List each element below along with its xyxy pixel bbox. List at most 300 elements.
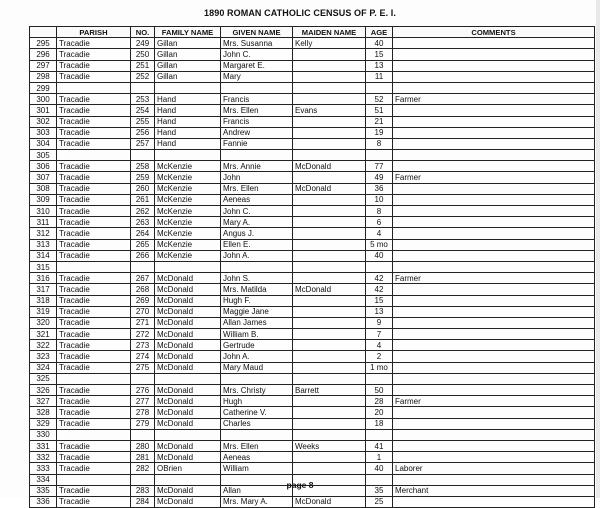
number-cell: 283 bbox=[131, 485, 155, 496]
table-row bbox=[30, 407, 595, 418]
row-number: 335 bbox=[30, 485, 57, 496]
table-row bbox=[30, 440, 595, 451]
age-cell: 8 bbox=[366, 138, 393, 149]
number-cell: 252 bbox=[131, 71, 155, 82]
row-number: 323 bbox=[30, 351, 57, 362]
table-row bbox=[30, 94, 595, 105]
table-row bbox=[30, 71, 595, 82]
given-name-cell: Catherine V. bbox=[221, 407, 293, 418]
family-name-cell: McKenzie bbox=[155, 206, 221, 217]
given-name-cell: Mrs. Ellen bbox=[221, 183, 293, 194]
maiden-name-cell bbox=[293, 138, 366, 149]
family-name-cell: McDonald bbox=[155, 385, 221, 396]
parish-cell: Tracadie bbox=[57, 228, 131, 239]
row-number: 333 bbox=[30, 463, 57, 474]
number-cell: 265 bbox=[131, 239, 155, 250]
row-number: 296 bbox=[30, 49, 57, 60]
row-number: 332 bbox=[30, 452, 57, 463]
table-row bbox=[30, 418, 595, 429]
maiden-name-cell bbox=[293, 261, 366, 272]
maiden-name-cell bbox=[293, 351, 366, 362]
comments-cell bbox=[393, 49, 595, 60]
maiden-name-cell bbox=[293, 127, 366, 138]
given-name-cell: Hugh F. bbox=[221, 295, 293, 306]
given-name-cell: Mrs. Matilda bbox=[221, 284, 293, 295]
parish-cell: Tracadie bbox=[57, 351, 131, 362]
age-cell: 42 bbox=[366, 284, 393, 295]
comments-cell bbox=[393, 217, 595, 228]
number-cell: 267 bbox=[131, 273, 155, 284]
table-row bbox=[30, 496, 595, 507]
given-name-cell: William B. bbox=[221, 329, 293, 340]
number-cell bbox=[131, 82, 155, 93]
row-number: 306 bbox=[30, 161, 57, 172]
parish-cell: Tracadie bbox=[57, 239, 131, 250]
family-name-cell: Gillan bbox=[155, 49, 221, 60]
parish-cell: Tracadie bbox=[57, 295, 131, 306]
maiden-name-cell bbox=[293, 94, 366, 105]
number-cell: 258 bbox=[131, 161, 155, 172]
table-row bbox=[30, 250, 595, 261]
parish-cell: Tracadie bbox=[57, 385, 131, 396]
age-cell: 11 bbox=[366, 71, 393, 82]
table-row bbox=[30, 362, 595, 373]
parish-cell: Tracadie bbox=[57, 306, 131, 317]
given-name-cell: Mrs. Ellen bbox=[221, 440, 293, 451]
number-cell: 271 bbox=[131, 317, 155, 328]
comments-cell bbox=[393, 60, 595, 71]
column-header-row-number bbox=[30, 27, 57, 38]
table-row bbox=[30, 116, 595, 127]
page-title: 1890 ROMAN CATHOLIC CENSUS OF P. E. I. bbox=[204, 8, 396, 18]
parish-cell: Tracadie bbox=[57, 362, 131, 373]
table-row bbox=[30, 105, 595, 116]
age-cell: 8 bbox=[366, 206, 393, 217]
number-cell bbox=[131, 261, 155, 272]
comments-cell: Farmer bbox=[393, 273, 595, 284]
maiden-name-cell bbox=[293, 306, 366, 317]
family-name-cell: McKenzie bbox=[155, 217, 221, 228]
given-name-cell: Mary Maud bbox=[221, 362, 293, 373]
table-row bbox=[30, 60, 595, 71]
comments-cell bbox=[393, 239, 595, 250]
page-number: page 8 bbox=[286, 480, 314, 490]
comments-cell bbox=[393, 340, 595, 351]
maiden-name-cell bbox=[293, 463, 366, 474]
family-name-cell: McDonald bbox=[155, 407, 221, 418]
given-name-cell bbox=[221, 82, 293, 93]
row-number: 302 bbox=[30, 116, 57, 127]
row-number: 301 bbox=[30, 105, 57, 116]
maiden-name-cell: Weeks bbox=[293, 440, 366, 451]
table-row bbox=[30, 38, 595, 49]
number-cell: 279 bbox=[131, 418, 155, 429]
given-name-cell: Fannie bbox=[221, 138, 293, 149]
row-number: 316 bbox=[30, 273, 57, 284]
family-name-cell: McDonald bbox=[155, 440, 221, 451]
comments-cell: Farmer bbox=[393, 172, 595, 183]
given-name-cell: Mary A. bbox=[221, 217, 293, 228]
number-cell: 253 bbox=[131, 94, 155, 105]
table-row bbox=[30, 329, 595, 340]
family-name-cell: McKenzie bbox=[155, 161, 221, 172]
comments-cell bbox=[393, 150, 595, 161]
row-number: 313 bbox=[30, 239, 57, 250]
table-row bbox=[30, 228, 595, 239]
age-cell: 40 bbox=[366, 250, 393, 261]
column-header-comments: COMMENTS bbox=[393, 27, 595, 38]
maiden-name-cell bbox=[293, 452, 366, 463]
table-row bbox=[30, 138, 595, 149]
row-number: 314 bbox=[30, 250, 57, 261]
family-name-cell: McKenzie bbox=[155, 194, 221, 205]
family-name-cell: McDonald bbox=[155, 317, 221, 328]
comments-cell bbox=[393, 496, 595, 507]
comments-cell bbox=[393, 261, 595, 272]
given-name-cell bbox=[221, 373, 293, 384]
parish-cell: Tracadie bbox=[57, 496, 131, 507]
parish-cell: Tracadie bbox=[57, 183, 131, 194]
comments-cell bbox=[393, 452, 595, 463]
parish-cell: Tracadie bbox=[57, 138, 131, 149]
given-name-cell: Aeneas bbox=[221, 452, 293, 463]
parish-cell: Tracadie bbox=[57, 161, 131, 172]
census-table bbox=[29, 26, 595, 508]
row-number: 325 bbox=[30, 373, 57, 384]
table-row bbox=[30, 284, 595, 295]
parish-cell: Tracadie bbox=[57, 60, 131, 71]
table-row bbox=[30, 217, 595, 228]
family-name-cell: McDonald bbox=[155, 295, 221, 306]
parish-cell: Tracadie bbox=[57, 418, 131, 429]
age-cell: 77 bbox=[366, 161, 393, 172]
number-cell: 276 bbox=[131, 385, 155, 396]
age-cell: 42 bbox=[366, 273, 393, 284]
number-cell: 272 bbox=[131, 329, 155, 340]
given-name-cell: Gertrude bbox=[221, 340, 293, 351]
family-name-cell: McDonald bbox=[155, 273, 221, 284]
given-name-cell: Angus J. bbox=[221, 228, 293, 239]
number-cell bbox=[131, 429, 155, 440]
given-name-cell: Mrs. Susanna bbox=[221, 38, 293, 49]
age-cell: 2 bbox=[366, 351, 393, 362]
maiden-name-cell: Kelly bbox=[293, 38, 366, 49]
maiden-name-cell bbox=[293, 150, 366, 161]
comments-cell bbox=[393, 418, 595, 429]
parish-cell: Tracadie bbox=[57, 407, 131, 418]
row-number: 304 bbox=[30, 138, 57, 149]
family-name-cell: Hand bbox=[155, 116, 221, 127]
comments-cell: Merchant bbox=[393, 485, 595, 496]
maiden-name-cell bbox=[293, 172, 366, 183]
age-cell bbox=[366, 82, 393, 93]
number-cell: 268 bbox=[131, 284, 155, 295]
age-cell: 13 bbox=[366, 60, 393, 71]
comments-cell bbox=[393, 284, 595, 295]
comments-cell bbox=[393, 82, 595, 93]
comments-cell bbox=[393, 250, 595, 261]
number-cell: 261 bbox=[131, 194, 155, 205]
comments-cell: Laborer bbox=[393, 463, 595, 474]
table-row bbox=[30, 127, 595, 138]
row-number: 327 bbox=[30, 396, 57, 407]
row-number: 311 bbox=[30, 217, 57, 228]
given-name-cell: Mrs. Mary A. bbox=[221, 496, 293, 507]
age-cell: 35 bbox=[366, 485, 393, 496]
given-name-cell bbox=[221, 150, 293, 161]
maiden-name-cell bbox=[293, 250, 366, 261]
parish-cell: Tracadie bbox=[57, 440, 131, 451]
table-row bbox=[30, 49, 595, 60]
age-cell: 5 mo bbox=[366, 239, 393, 250]
given-name-cell: Allan bbox=[221, 485, 293, 496]
age-cell: 1 bbox=[366, 452, 393, 463]
family-name-cell bbox=[155, 373, 221, 384]
age-cell: 50 bbox=[366, 385, 393, 396]
maiden-name-cell bbox=[293, 194, 366, 205]
age-cell: 10 bbox=[366, 194, 393, 205]
parish-cell bbox=[57, 82, 131, 93]
row-number: 305 bbox=[30, 150, 57, 161]
given-name-cell: Francis bbox=[221, 94, 293, 105]
family-name-cell: McDonald bbox=[155, 485, 221, 496]
parish-cell: Tracadie bbox=[57, 217, 131, 228]
age-cell: 15 bbox=[366, 295, 393, 306]
parish-cell bbox=[57, 261, 131, 272]
given-name-cell: Charles bbox=[221, 418, 293, 429]
number-cell: 281 bbox=[131, 452, 155, 463]
table-row bbox=[30, 194, 595, 205]
comments-cell bbox=[393, 71, 595, 82]
given-name-cell: Mrs. Annie bbox=[221, 161, 293, 172]
column-header-family-name: FAMILY NAME bbox=[155, 27, 221, 38]
comments-cell bbox=[393, 362, 595, 373]
age-cell: 19 bbox=[366, 127, 393, 138]
table-row bbox=[30, 82, 595, 93]
number-cell: 274 bbox=[131, 351, 155, 362]
maiden-name-cell: McDonald bbox=[293, 284, 366, 295]
family-name-cell bbox=[155, 429, 221, 440]
row-number: 336 bbox=[30, 496, 57, 507]
row-number: 295 bbox=[30, 38, 57, 49]
comments-cell bbox=[393, 127, 595, 138]
parish-cell: Tracadie bbox=[57, 340, 131, 351]
number-cell: 255 bbox=[131, 116, 155, 127]
age-cell: 51 bbox=[366, 105, 393, 116]
parish-cell: Tracadie bbox=[57, 329, 131, 340]
comments-cell bbox=[393, 194, 595, 205]
age-cell bbox=[366, 373, 393, 384]
family-name-cell: McDonald bbox=[155, 340, 221, 351]
parish-cell: Tracadie bbox=[57, 250, 131, 261]
comments-cell bbox=[393, 183, 595, 194]
number-cell: 256 bbox=[131, 127, 155, 138]
number-cell: 275 bbox=[131, 362, 155, 373]
page-edge bbox=[596, 0, 600, 498]
given-name-cell: John A. bbox=[221, 351, 293, 362]
family-name-cell: Hand bbox=[155, 94, 221, 105]
comments-cell bbox=[393, 440, 595, 451]
age-cell: 49 bbox=[366, 172, 393, 183]
maiden-name-cell bbox=[293, 407, 366, 418]
parish-cell: Tracadie bbox=[57, 273, 131, 284]
table-row bbox=[30, 150, 595, 161]
age-cell: 9 bbox=[366, 317, 393, 328]
comments-cell bbox=[393, 206, 595, 217]
maiden-name-cell bbox=[293, 362, 366, 373]
family-name-cell: McDonald bbox=[155, 496, 221, 507]
given-name-cell: Aeneas bbox=[221, 194, 293, 205]
number-cell: 254 bbox=[131, 105, 155, 116]
table-row bbox=[30, 340, 595, 351]
maiden-name-cell bbox=[293, 239, 366, 250]
table-row bbox=[30, 161, 595, 172]
family-name-cell: McKenzie bbox=[155, 172, 221, 183]
number-cell: 277 bbox=[131, 396, 155, 407]
given-name-cell: Mary bbox=[221, 71, 293, 82]
maiden-name-cell: Barrett bbox=[293, 385, 366, 396]
table-row bbox=[30, 273, 595, 284]
row-number: 319 bbox=[30, 306, 57, 317]
number-cell: 278 bbox=[131, 407, 155, 418]
given-name-cell: John C. bbox=[221, 206, 293, 217]
maiden-name-cell bbox=[293, 116, 366, 127]
maiden-name-cell: McDonald bbox=[293, 183, 366, 194]
comments-cell bbox=[393, 351, 595, 362]
age-cell: 6 bbox=[366, 217, 393, 228]
age-cell: 18 bbox=[366, 418, 393, 429]
family-name-cell: Hand bbox=[155, 105, 221, 116]
given-name-cell: Mrs. Christy bbox=[221, 385, 293, 396]
parish-cell: Tracadie bbox=[57, 127, 131, 138]
row-number: 324 bbox=[30, 362, 57, 373]
comments-cell bbox=[393, 385, 595, 396]
maiden-name-cell bbox=[293, 329, 366, 340]
given-name-cell: John bbox=[221, 172, 293, 183]
column-header-no: NO. bbox=[131, 27, 155, 38]
given-name-cell: Hugh bbox=[221, 396, 293, 407]
column-header-age: AGE bbox=[366, 27, 393, 38]
row-number: 310 bbox=[30, 206, 57, 217]
age-cell bbox=[366, 150, 393, 161]
parish-cell: Tracadie bbox=[57, 49, 131, 60]
number-cell: 263 bbox=[131, 217, 155, 228]
number-cell: 259 bbox=[131, 172, 155, 183]
parish-cell: Tracadie bbox=[57, 38, 131, 49]
comments-cell bbox=[393, 228, 595, 239]
comments-cell bbox=[393, 105, 595, 116]
row-number: 309 bbox=[30, 194, 57, 205]
row-number: 320 bbox=[30, 317, 57, 328]
given-name-cell: William bbox=[221, 463, 293, 474]
number-cell bbox=[131, 373, 155, 384]
age-cell bbox=[366, 429, 393, 440]
table-row bbox=[30, 385, 595, 396]
comments-cell: Farmer bbox=[393, 94, 595, 105]
row-number: 308 bbox=[30, 183, 57, 194]
table-row bbox=[30, 261, 595, 272]
row-number: 315 bbox=[30, 261, 57, 272]
age-cell: 15 bbox=[366, 49, 393, 60]
comments-cell bbox=[393, 138, 595, 149]
parish-cell: Tracadie bbox=[57, 317, 131, 328]
family-name-cell: Gillan bbox=[155, 60, 221, 71]
number-cell: 264 bbox=[131, 228, 155, 239]
maiden-name-cell: McDonald bbox=[293, 161, 366, 172]
row-number: 307 bbox=[30, 172, 57, 183]
row-number: 330 bbox=[30, 429, 57, 440]
parish-cell bbox=[57, 373, 131, 384]
table-row bbox=[30, 172, 595, 183]
parish-cell: Tracadie bbox=[57, 71, 131, 82]
parish-cell: Tracadie bbox=[57, 172, 131, 183]
given-name-cell bbox=[221, 429, 293, 440]
table-row bbox=[30, 295, 595, 306]
table-row bbox=[30, 306, 595, 317]
number-cell: 270 bbox=[131, 306, 155, 317]
comments-cell bbox=[393, 295, 595, 306]
given-name-cell: Ellen E. bbox=[221, 239, 293, 250]
comments-cell bbox=[393, 38, 595, 49]
census-table-body bbox=[30, 38, 595, 508]
table-row bbox=[30, 373, 595, 384]
table-row bbox=[30, 396, 595, 407]
given-name-cell: Francis bbox=[221, 116, 293, 127]
family-name-cell: OBrien bbox=[155, 463, 221, 474]
row-number: 312 bbox=[30, 228, 57, 239]
maiden-name-cell bbox=[293, 396, 366, 407]
column-header-given-name: GIVEN NAME bbox=[221, 27, 293, 38]
family-name-cell: Hand bbox=[155, 127, 221, 138]
comments-cell bbox=[393, 407, 595, 418]
number-cell: 284 bbox=[131, 496, 155, 507]
age-cell: 36 bbox=[366, 183, 393, 194]
parish-cell: Tracadie bbox=[57, 463, 131, 474]
column-header-maiden-name: MAIDEN NAME bbox=[293, 27, 366, 38]
maiden-name-cell bbox=[293, 273, 366, 284]
row-number: 322 bbox=[30, 340, 57, 351]
maiden-name-cell bbox=[293, 429, 366, 440]
parish-cell: Tracadie bbox=[57, 452, 131, 463]
given-name-cell: Allan James bbox=[221, 317, 293, 328]
age-cell: 4 bbox=[366, 228, 393, 239]
maiden-name-cell bbox=[293, 49, 366, 60]
age-cell: 21 bbox=[366, 116, 393, 127]
table-row bbox=[30, 206, 595, 217]
age-cell bbox=[366, 261, 393, 272]
row-number: 297 bbox=[30, 60, 57, 71]
table-row bbox=[30, 429, 595, 440]
maiden-name-cell bbox=[293, 206, 366, 217]
given-name-cell: John A. bbox=[221, 250, 293, 261]
family-name-cell: McDonald bbox=[155, 329, 221, 340]
number-cell: 250 bbox=[131, 49, 155, 60]
number-cell: 269 bbox=[131, 295, 155, 306]
table-row bbox=[30, 463, 595, 474]
parish-cell: Tracadie bbox=[57, 194, 131, 205]
row-number: 331 bbox=[30, 440, 57, 451]
maiden-name-cell bbox=[293, 82, 366, 93]
parish-cell: Tracadie bbox=[57, 105, 131, 116]
parish-cell: Tracadie bbox=[57, 94, 131, 105]
maiden-name-cell bbox=[293, 317, 366, 328]
number-cell: 273 bbox=[131, 340, 155, 351]
parish-cell bbox=[57, 429, 131, 440]
parish-cell: Tracadie bbox=[57, 116, 131, 127]
given-name-cell: John S. bbox=[221, 273, 293, 284]
family-name-cell: Hand bbox=[155, 138, 221, 149]
family-name-cell bbox=[155, 82, 221, 93]
